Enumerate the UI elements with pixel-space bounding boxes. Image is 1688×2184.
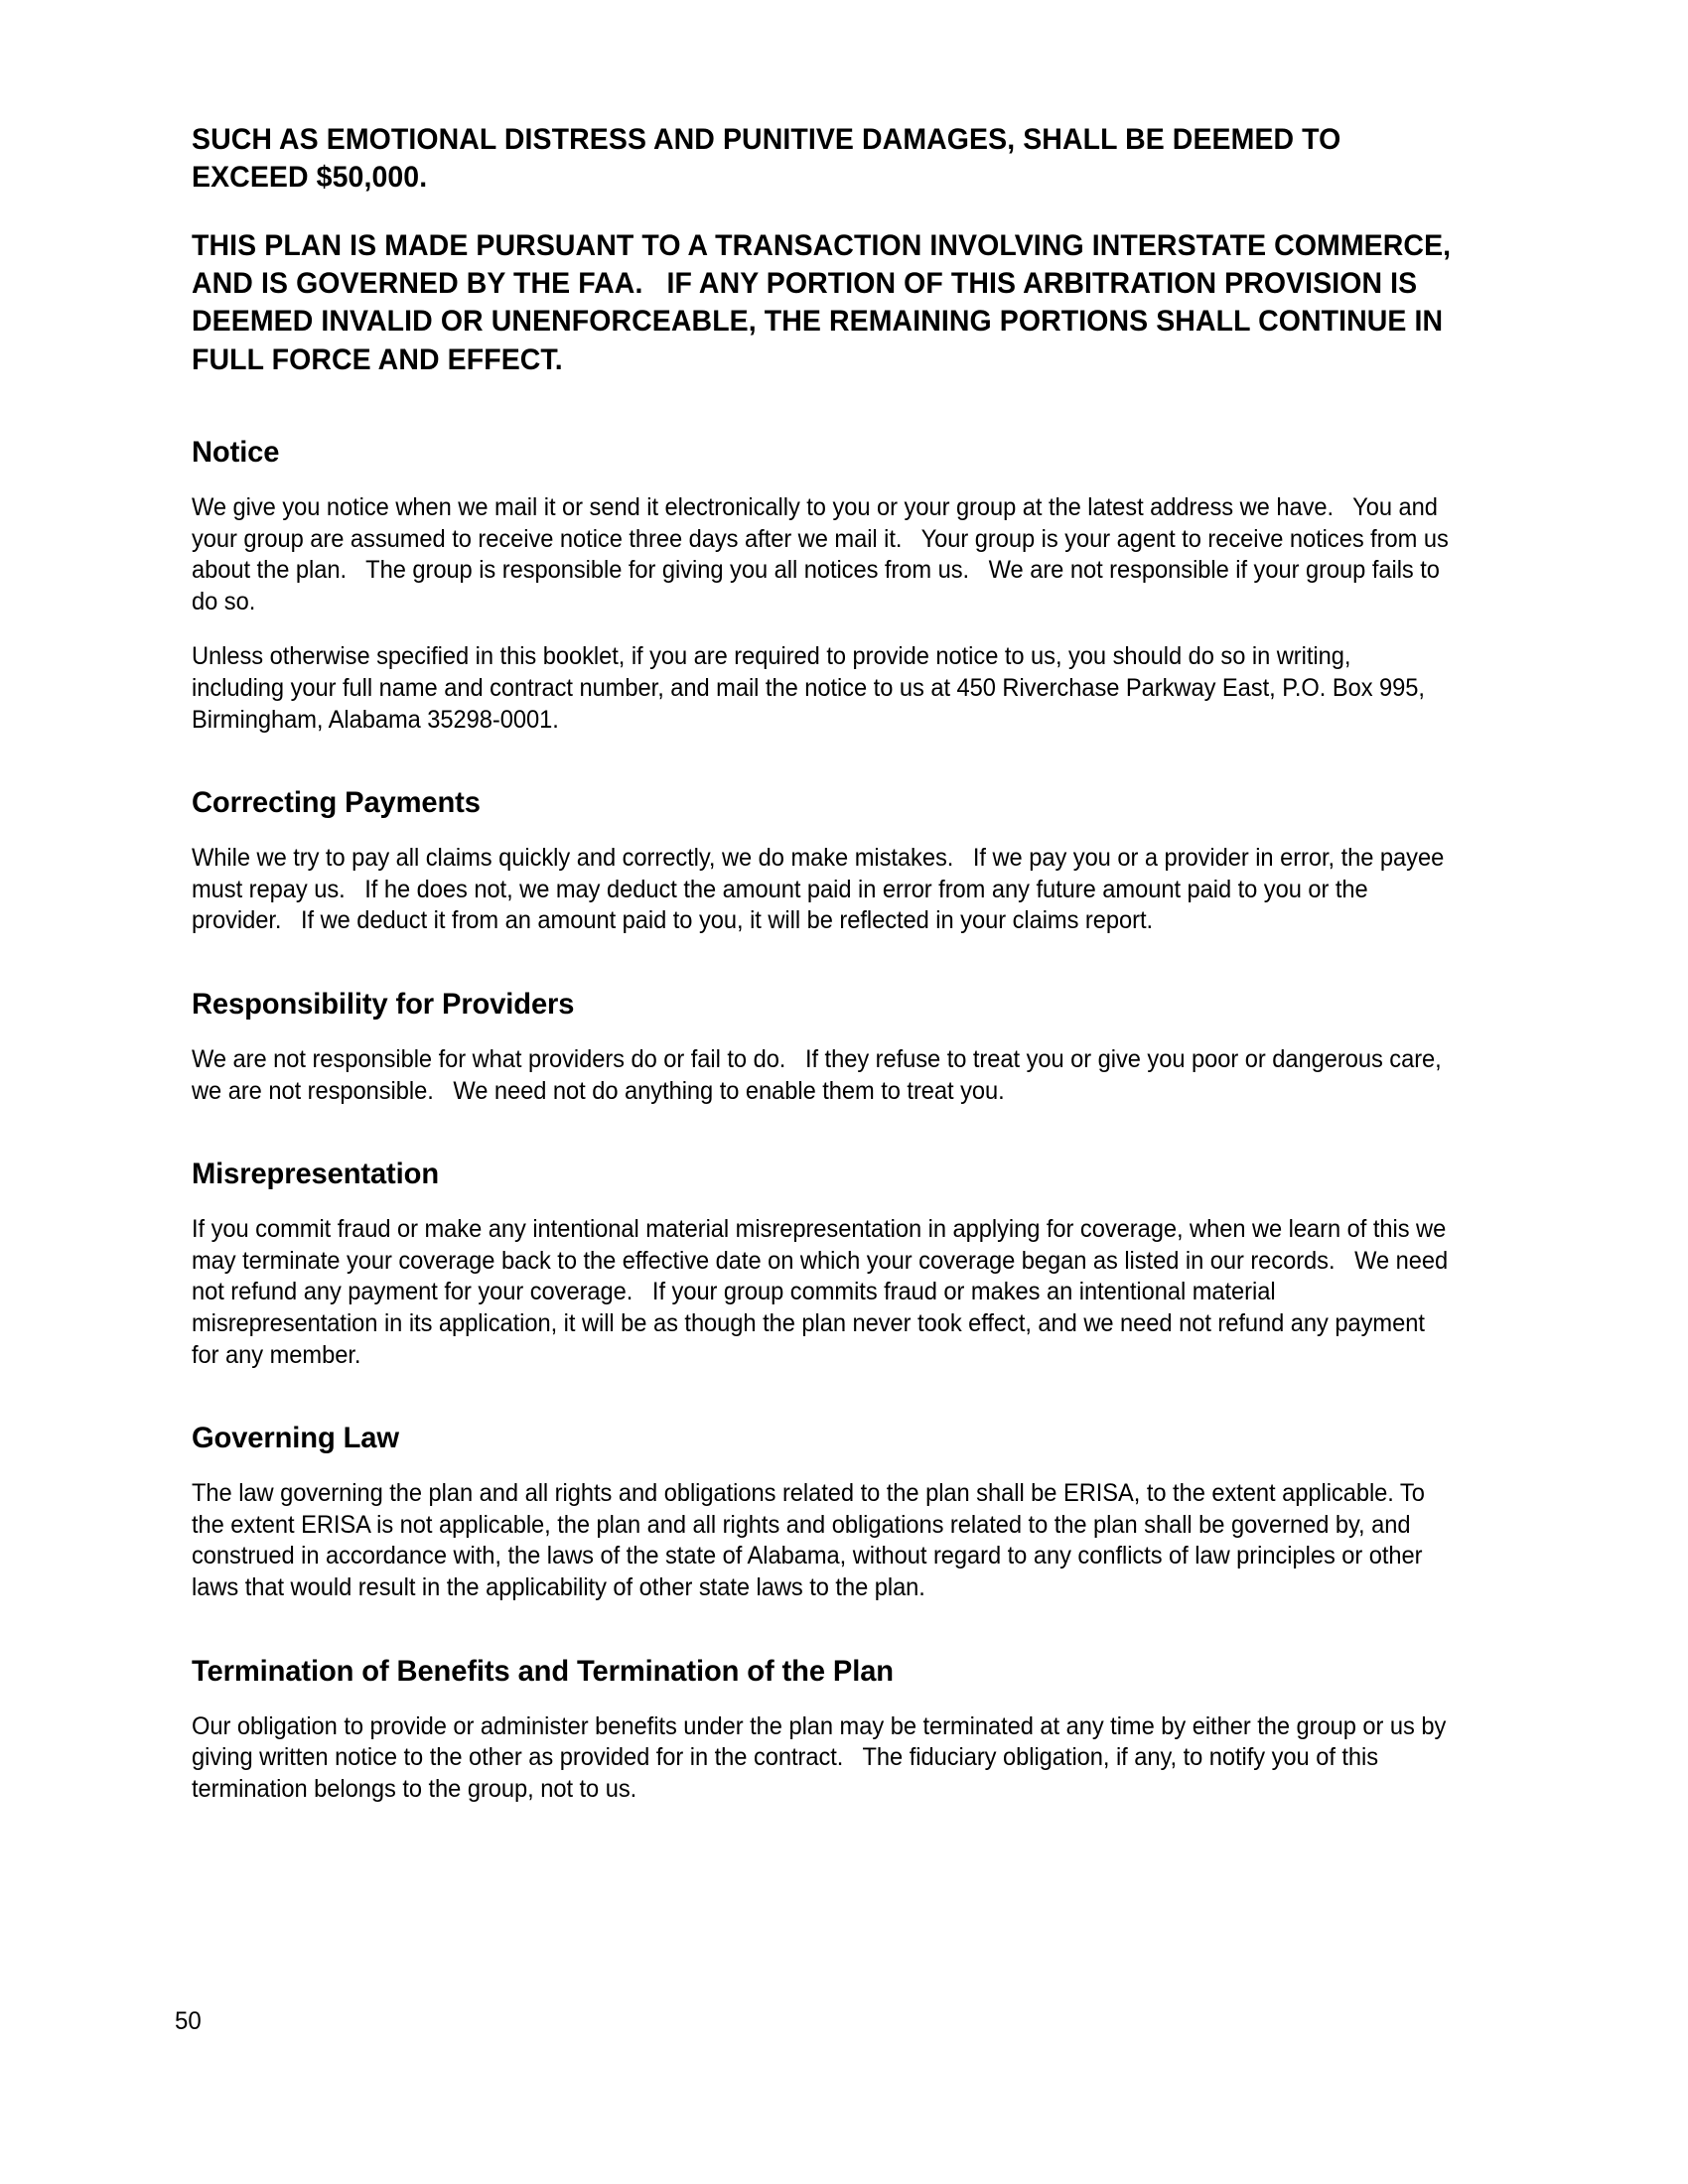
legal-notice-block-arbitration: THIS PLAN IS MADE PURSUANT TO A TRANSACTION INVOLVING INTERSTATE COMMERCE, AND IS GOVERNED BY THE FAA. IF ANY PORTION OF THIS ARBITRATION PROVISION IS DEEMED INVALID OR UNENFORCEABLE, THE REMAINING PORTIONS SHALL CONTINUE IN FULL FORCE AND EFFECT. bbox=[192, 228, 1459, 376]
spacer bbox=[192, 1023, 1497, 1044]
spacer bbox=[192, 617, 1497, 641]
spacer bbox=[192, 736, 1497, 785]
spacer bbox=[192, 1371, 1497, 1421]
spacer bbox=[192, 471, 1497, 492]
spacer bbox=[192, 937, 1497, 987]
section-heading-notice: Notice bbox=[192, 436, 280, 470]
section-paragraph-correcting-payments-1: While we try to pay all claims quickly and correctly, we do make mistakes. If we pay you or a provider in error, the payee must repay us. If he does not, we may deduct the amount paid in error from any future amount paid to you or the provider. If we deduct it from an amount paid to you, it will be reflected in your claims report. bbox=[192, 845, 1451, 935]
section-paragraph-notice-1: We give you notice when we mail it or send it electronically to you or your group at the latest address we have. You and your group are assumed to receive notice three days after we mail it. Your group is your agent to receive notices from us about the plan. The group is responsible for giving you all notices from us. We are not responsible if your group fails to do so. bbox=[192, 494, 1456, 615]
section-heading-termination-of-benefits: Termination of Benefits and Termination of the Plan bbox=[192, 1654, 894, 1688]
section-paragraph-misrepresentation-1: If you commit fraud or make any intentional material misrepresentation in applying for coverage, when we learn of this we may terminate your coverage back to the effective date on which your coverage began as listed in our records. We need not refund any payment for your coverage. If your group commits fraud or makes an intentional material misrepresentation in its application, it will be as though the plan never took effect, and we need not refund any payment for any member. bbox=[192, 1216, 1455, 1369]
section-paragraph-governing-law-1: The law governing the plan and all rights and obligations related to the plan shall be ERISA, to the extent applicable. To the extent ERISA is not applicable, the plan and all rights and obligations related to the plan shall be governed by, and construed in accordance with, the laws of the state of Alabama, without regard to any conflicts of law principles or other laws that would result in the applicability of other state laws to the plan. bbox=[192, 1480, 1432, 1601]
page-number: 50 bbox=[175, 2007, 202, 2035]
spacer bbox=[192, 1107, 1497, 1157]
spacer bbox=[192, 1456, 1497, 1478]
section-paragraph-notice-2: Unless otherwise specified in this booklet, if you are required to provide notice to us, you should do so in writing, including your full name and contract number, and mail the notice to us at 450 Riverchase Parkway East, P.O. Box 995, Birmingham, Alabama 35298-0001. bbox=[192, 643, 1432, 734]
page-content bbox=[192, 121, 1497, 1805]
section-paragraph-responsibility-for-providers-1: We are not responsible for what providers do or fail to do. If they refuse to treat you or give you poor or dangerous care, we are not responsible. We need not do anything to enable them to treat you. bbox=[192, 1046, 1449, 1105]
spacer bbox=[192, 1604, 1497, 1654]
section-paragraph-termination-of-benefits-1: Our obligation to provide or administer benefits under the plan may be terminated at any time by either the group or us by giving written notice to the other as provided for in the contract. The fiduciary obligation, if any, to notify you of this termination belongs to the group, not to us. bbox=[192, 1712, 1453, 1803]
spacer bbox=[192, 379, 1497, 435]
section-heading-responsibility-for-providers: Responsibility for Providers bbox=[192, 988, 575, 1021]
section-heading-governing-law: Governing Law bbox=[192, 1422, 399, 1455]
spacer bbox=[192, 1690, 1497, 1711]
section-heading-correcting-payments: Correcting Payments bbox=[192, 786, 481, 820]
spacer bbox=[192, 1192, 1497, 1214]
section-heading-misrepresentation: Misrepresentation bbox=[192, 1158, 440, 1191]
spacer bbox=[192, 821, 1497, 843]
legal-notice-block-damages: SUCH AS EMOTIONAL DISTRESS AND PUNITIVE DAMAGES, SHALL BE DEEMED TO EXCEED $50,000. bbox=[192, 123, 1349, 195]
